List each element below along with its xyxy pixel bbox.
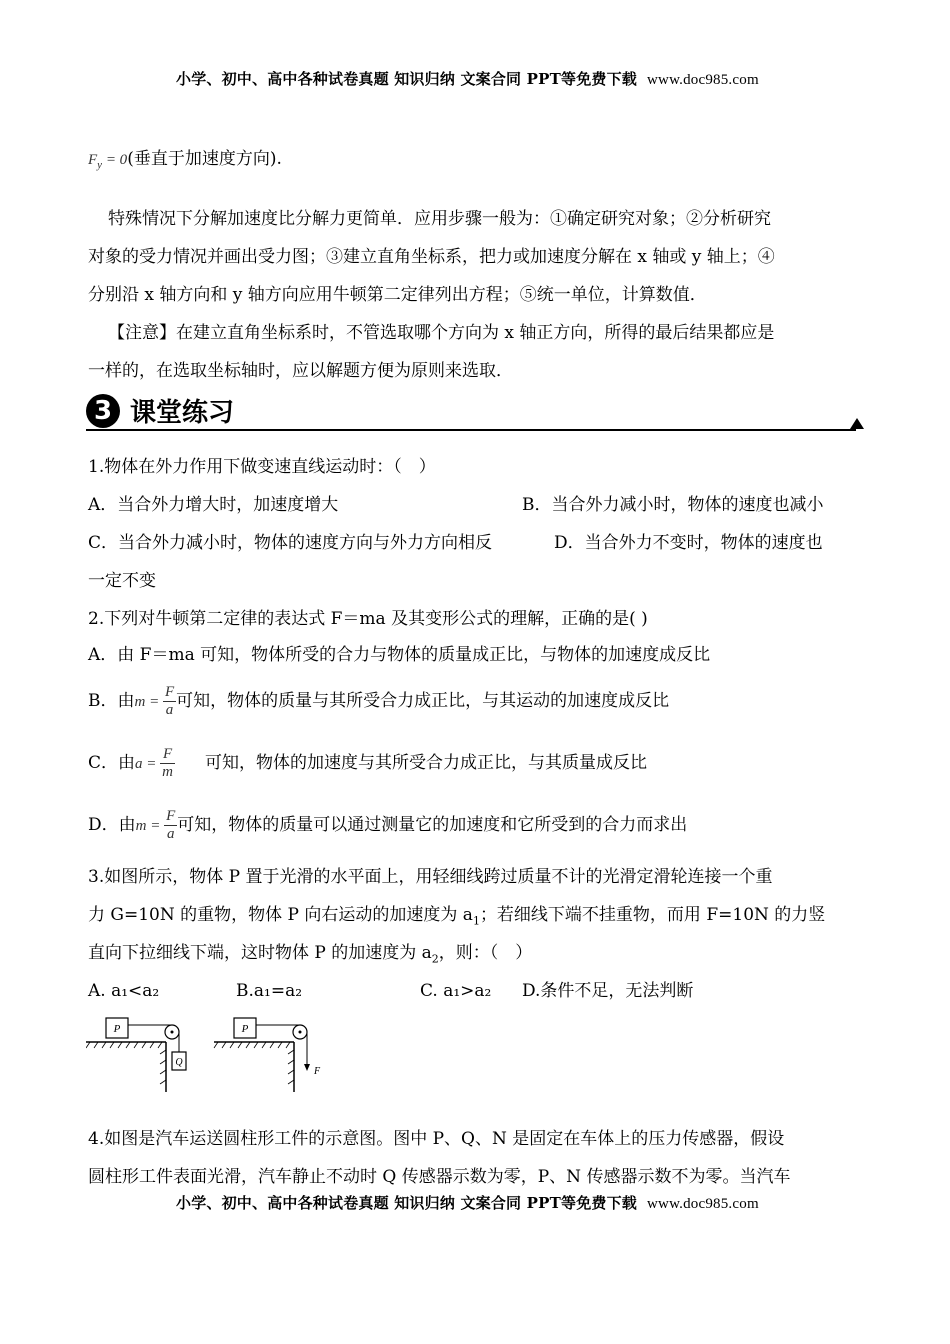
triangle-marker-icon: [850, 418, 864, 429]
fy-formula: $F_y = 0$: [88, 152, 128, 171]
q1-stem: 1.物体在外力作用下做变速直线运动时：（ ）: [88, 457, 436, 477]
q1-option-d: D．当合外力不变时，物体的速度也: [554, 533, 823, 553]
pulley-figure-force: [214, 1018, 321, 1092]
para1-line2: 对象的受力情况并画出受力图；③建立直角坐标系，把力或加速度分解在 x 轴或 y 轴上；④: [88, 247, 775, 267]
q2-c-eq: a =: [135, 756, 161, 772]
para1-line3: 分别沿 x 轴方向和 y 轴方向应用牛顿第二定律列出方程；⑤统一单位，计算数值．: [88, 285, 707, 305]
q2-option-a: A．由 F＝ma 可知，物体所受的合力与物体的质量成正比，与物体的加速度成反比: [88, 645, 711, 665]
q2-d-prefix: D．由: [88, 815, 136, 835]
note-line2: 一样的，在选取坐标轴时，应以解题方便为原则来选取．: [88, 361, 513, 381]
note-line1: 【注意】在建立直角坐标系时，不管选取哪个方向为 x 轴正方向，所得的最后结果都应是: [108, 323, 775, 343]
q2-d-text: 可知，物体的质量可以通过测量它的加速度和它所受到的合力而求出: [177, 815, 688, 835]
q3-line1: 3.如图所示，物体 P 置于光滑的水平面上，用轻细线跨过质量不计的光滑定滑轮连接一个重: [88, 867, 773, 887]
section-title: 课堂练习: [130, 398, 235, 428]
q2-option-b: [88, 682, 669, 721]
q1-option-d-cont: 一定不变: [88, 571, 156, 591]
section-number-badge: 3: [86, 394, 120, 428]
section-header: [86, 392, 864, 432]
pulley-figure-weight: [86, 1018, 186, 1092]
q2-b-text: 可知，物体的质量与其所受合力成正比，与其运动的加速度成反比: [176, 691, 670, 711]
q4-line1: 4.如图是汽车运送圆柱形工件的示意图。图中 P、Q、N 是固定在车体上的压力传感器，假设: [88, 1129, 785, 1149]
q2-b-fraction: $\frac{F}{a}$: [164, 684, 175, 718]
block-p-label: P: [113, 1023, 121, 1035]
q2-option-c: [88, 744, 647, 783]
q2-stem: 2.下列对牛顿第二定律的表达式 F＝ma 及其变形公式的理解，正确的是( ): [88, 609, 648, 629]
force-label: F: [314, 1066, 321, 1077]
section-underline: [86, 429, 856, 431]
q2-option-d: [88, 806, 687, 845]
q3-option-d: D.条件不足，无法判断: [522, 981, 694, 1001]
force-arrow-icon: [304, 1064, 310, 1071]
q2-c-prefix: C．由: [88, 753, 136, 773]
q4-line2: 圆柱形工件表面光滑，汽车静止不动时 Q 传感器示数为零，P、N 传感器示数不为零。当汽车: [88, 1167, 791, 1187]
para1-line1: 特殊情况下分解加速度比分解力更简单．应用步骤一般为：①确定研究对象；②分析研究: [108, 209, 771, 229]
q1-option-b: B．当合外力减小时，物体的速度也减小: [522, 495, 824, 515]
q3-option-a: A. a₁<a₂: [88, 981, 160, 1001]
q2-d-eq: m =: [135, 818, 165, 834]
q3-option-b: B.a₁=a₂: [236, 981, 303, 1001]
q2-c-fraction: $\frac{F}{m}$: [162, 746, 173, 780]
q2-b-eq: m =: [134, 694, 163, 710]
q1-option-a: A．当合外力增大时，加速度增大: [88, 495, 339, 515]
block-p-label: P: [241, 1023, 249, 1035]
q2-c-text: 可知，物体的加速度与其所受合力成正比，与其质量成反比: [204, 753, 647, 773]
footer-text: 小学、初中、高中各种试卷真题 知识归纳 文案合同 PPT等免费下载: [176, 1194, 637, 1212]
q2-b-prefix: B．由: [88, 691, 135, 711]
q3-line3: 直向下拉细线下端，这时物体 P 的加速度为 $a_2$，则：（ ）: [88, 943, 533, 966]
q1-option-c: C．当合外力减小时，物体的速度方向与外力方向相反: [88, 533, 493, 553]
q3-option-c: C. a₁>a₂: [420, 981, 492, 1001]
q3-line2: 力 G=10N 的重物，物体 P 向右运动的加速度为 $a_1$；若细线下端不挂重物，而用 F=10N 的力竖: [88, 905, 826, 928]
page-header: [176, 68, 759, 89]
footer-url: www.doc985.com: [647, 1196, 759, 1212]
block-q-label: Q: [175, 1057, 183, 1068]
header-text: 小学、初中、高中各种试卷真题 知识归纳 文案合同 PPT等免费下载: [176, 70, 637, 88]
q2-d-fraction: $\frac{F}{a}$: [166, 808, 176, 842]
q3-figures: [86, 1014, 336, 1094]
fy-text: (垂直于加速度方向).: [127, 149, 282, 169]
fy-line: [88, 140, 282, 184]
page-footer: [176, 1192, 759, 1213]
header-url: www.doc985.com: [647, 72, 759, 88]
